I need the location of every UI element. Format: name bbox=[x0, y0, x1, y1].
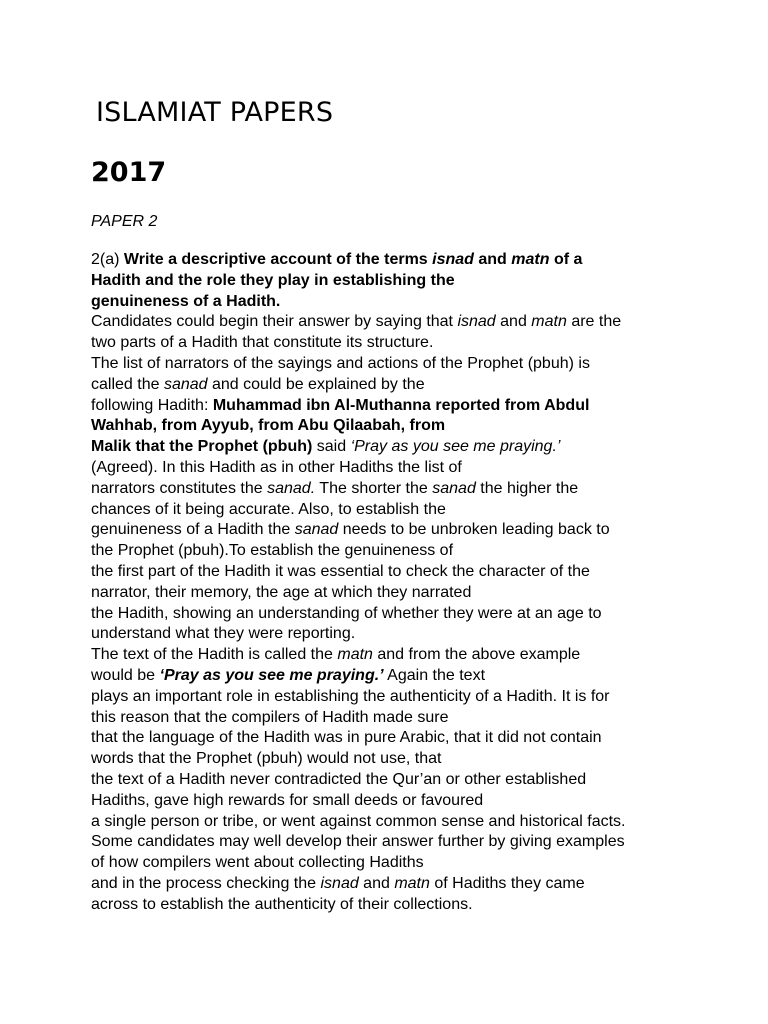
answer-line: across to establish the authenticity of their collections. bbox=[91, 895, 473, 913]
question-line: Hadith and the role they play in establishing the bbox=[91, 271, 455, 289]
answer-line: the Hadith, showing an understanding of whether they were at an age to bbox=[91, 604, 602, 622]
answer-line: Wahhab, from Ayyub, from Abu Qilaabah, from bbox=[91, 417, 446, 435]
answer-line: the Prophet (pbuh).To establish the genuineness of bbox=[91, 542, 454, 560]
answer-line: The text of the Hadith is called the matn and from the above example bbox=[91, 646, 581, 664]
answer-line: the text of a Hadith never contradicted the Qur’an or other established bbox=[91, 770, 587, 788]
answer-line: two parts of a Hadith that constitute its structure. bbox=[91, 334, 434, 352]
answer-line: this reason that the compilers of Hadith made sure bbox=[91, 708, 449, 726]
answer-line: Candidates could begin their answer by saying that isnad and matn are the bbox=[91, 313, 622, 331]
answer-line: Hadiths, gave high rewards for small deeds or favoured bbox=[91, 791, 484, 809]
question-line: 2(a) Write a descriptive account of the terms isnad and matn of a bbox=[91, 251, 583, 268]
answer-line: and in the process checking the isnad and matn of Hadiths they came bbox=[91, 874, 585, 892]
answer-line: narrators constitutes the sanad. The shorter the sanad the higher the bbox=[91, 479, 579, 497]
answer-line: following Hadith: Muhammad ibn Al-Muthanna reported from Abdul bbox=[91, 396, 590, 414]
answer-line: of how compilers went about collecting Hadiths bbox=[91, 854, 424, 872]
answer-line: genuineness of a Hadith the sanad needs to be unbroken leading back to bbox=[91, 521, 610, 539]
answer-line: narrator, their memory, the age at which they narrated bbox=[91, 583, 472, 601]
paper-label: PAPER 2 bbox=[91, 213, 158, 230]
answer-line: (Agreed). In this Hadith as in other Hadiths the list of bbox=[91, 458, 462, 476]
question-line: genuineness of a Hadith. bbox=[91, 292, 281, 310]
answer-line: the first part of the Hadith it was essential to check the character of the bbox=[91, 562, 590, 580]
document-title: ISLAMIAT PAPERS bbox=[96, 97, 334, 128]
answer-line: Malik that the Prophet (pbuh) said ‘Pray as you see me praying.’ bbox=[91, 438, 561, 456]
document-year: 2017 bbox=[91, 157, 167, 188]
answer-line: chances of it being accurate. Also, to establish the bbox=[91, 500, 446, 518]
answer-line: Some candidates may well develop their answer further by giving examples bbox=[91, 833, 625, 851]
answer-line: would be ‘Pray as you see me praying.’ Again the text bbox=[91, 666, 486, 684]
answer-line: that the language of the Hadith was in pure Arabic, that it did not contain bbox=[91, 729, 602, 747]
document-body bbox=[91, 250, 731, 916]
answer-line: plays an important role in establishing the authenticity of a Hadith. It is for bbox=[91, 687, 610, 705]
answer-line: words that the Prophet (pbuh) would not use, that bbox=[91, 750, 442, 768]
answer-line: a single person or tribe, or went against common sense and historical facts. bbox=[91, 812, 626, 830]
answer-line: understand what they were reporting. bbox=[91, 625, 356, 643]
answer-line: The list of narrators of the sayings and actions of the Prophet (pbuh) is bbox=[91, 354, 590, 372]
answer-line: called the sanad and could be explained by the bbox=[91, 375, 425, 393]
